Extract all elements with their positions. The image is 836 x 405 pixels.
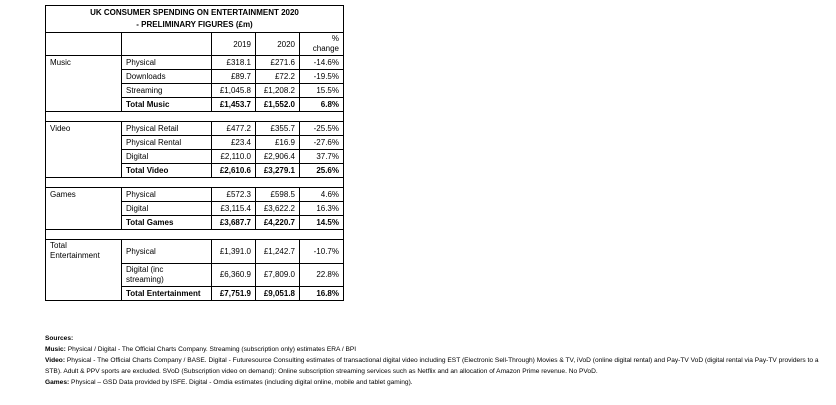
sources-notes [45, 333, 835, 388]
table-row: Video Physical Retail £477.2 £355.7 -25.5% [46, 122, 344, 136]
spacer-row [46, 112, 344, 122]
table-row: Digital £3,115.4 £3,622.2 16.3% [46, 202, 344, 216]
table-row: Digital £2,110.0 £2,906.4 37.7% [46, 150, 344, 164]
table-row: Downloads £89.7 £72.2 -19.5% [46, 70, 344, 84]
table-row: Music Physical £318.1 £271.6 -14.6% [46, 56, 344, 70]
total-row-music: Total Music £1,453.7 £1,552.0 6.8% [46, 98, 344, 112]
total-row-games: Total Games £3,687.7 £4,220.7 14.5% [46, 216, 344, 230]
music-source: Music: Physical / Digital - The Official Charts Company. Streaming (subscription only) estimates ERA / BPI [45, 346, 357, 353]
group-label-video: Video [46, 122, 122, 136]
spacer-row [46, 230, 344, 240]
spending-table [45, 5, 344, 301]
games-source: Games: Physical – GSD Data provided by ISFE. Digital - Omdia estimates (including digital online, mobile and tablet gaming). [45, 379, 413, 386]
header-row [46, 33, 344, 56]
header-pct: % change [300, 33, 344, 56]
group-label-music: Music [46, 56, 122, 70]
header-2019: 2019 [212, 33, 256, 56]
video-source: Video: Physical - The Official Charts Company / BASE. Digital - Futuresource Consulting estimates of transactional digital video including EST (Electronic Sell-Through) Movies & TV, iVoD (online digital rental) and Pay-TV VoD (digital rental via Pay-TV providers to a STB). Adult & PPV sports are excluded. SVoD (Subscription video on demand): Online subscription streaming services such as Netflix and an allocation of Amazon Prime revenue. No PVoD. [45, 357, 819, 375]
sources-heading: Sources: [45, 335, 74, 342]
table-title [46, 6, 344, 33]
group-label-games: Games [46, 188, 122, 202]
title-line1: UK CONSUMER SPENDING ON ENTERTAINMENT 2020 [90, 8, 299, 17]
table-row: Digital (inc streaming) £6,360.9 £7,809.0 22.8% [46, 263, 344, 286]
title-line2: - PRELIMINARY FIGURES (£m) [136, 20, 253, 29]
table-row: Physical Rental £23.4 £16.9 -27.6% [46, 136, 344, 150]
total-row-video: Total Video £2,610.6 £3,279.1 25.6% [46, 164, 344, 178]
table-row: Streaming £1,045.8 £1,208.2 15.5% [46, 84, 344, 98]
title-row [46, 6, 344, 33]
group-label-total-entertainment: Total Entertainment [46, 240, 122, 264]
total-row-entertainment: Total Entertainment £7,751.9 £9,051.8 16.8% [46, 286, 344, 300]
table-row: Total Entertainment Physical £1,391.0 £1,242.7 -10.7% [46, 240, 344, 264]
table-row: Games Physical £572.3 £598.5 4.6% [46, 188, 344, 202]
header-2020: 2020 [256, 33, 300, 56]
spacer-row [46, 178, 344, 188]
